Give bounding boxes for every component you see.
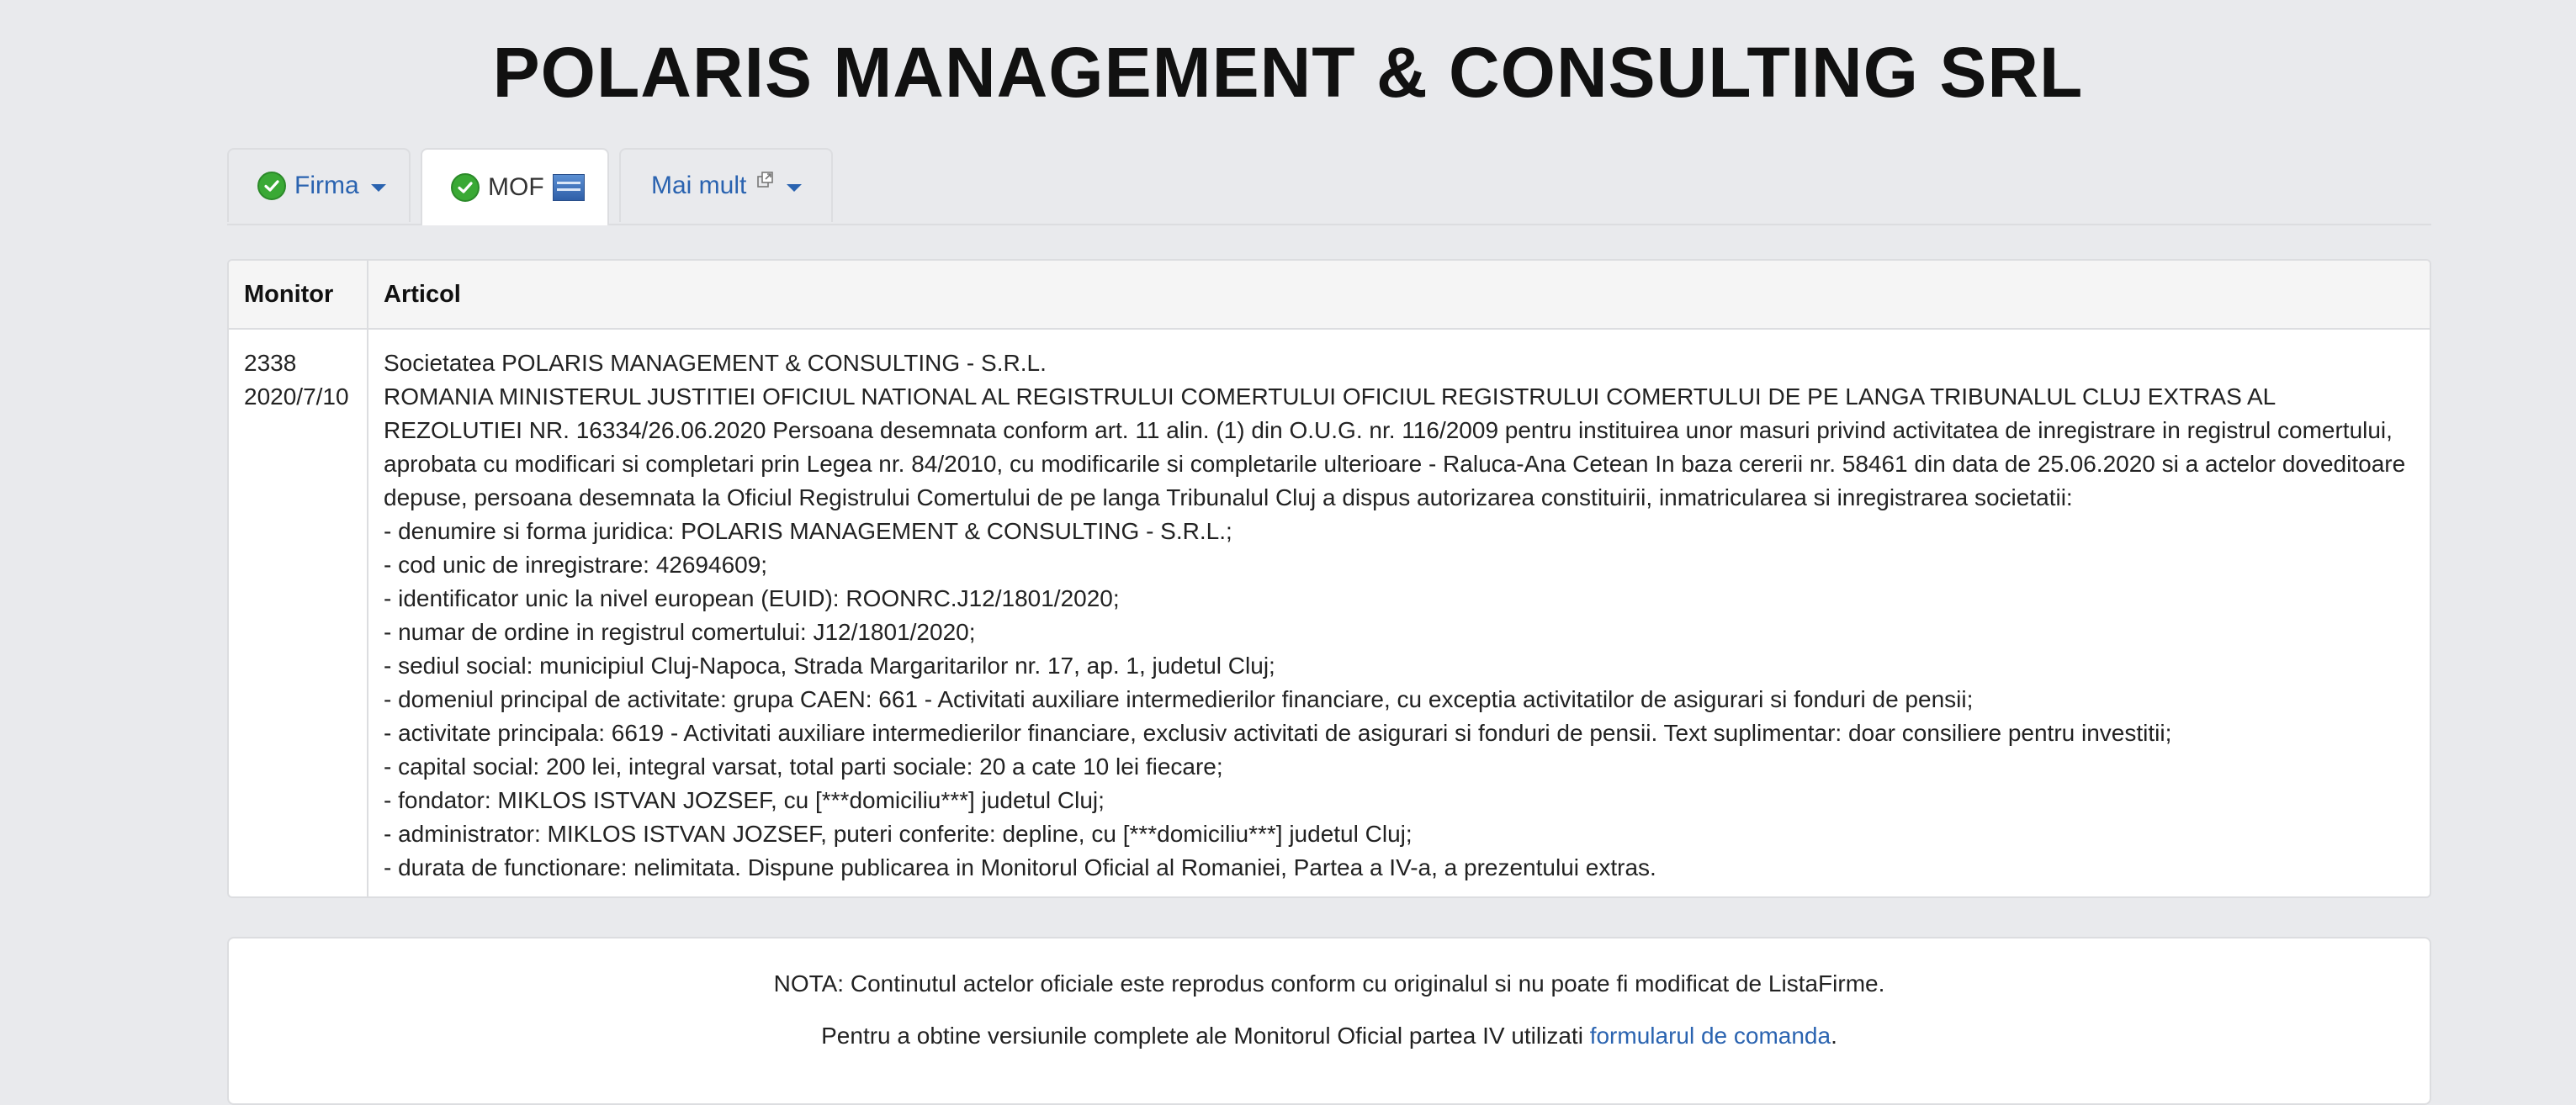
mof-table [227,259,2431,898]
note-order-suffix: . [1831,1023,1837,1049]
column-header-monitor: Monitor [244,281,334,308]
article-line: ROMANIA MINISTERUL JUSTITIEI OFICIUL NATIONAL AL REGISTRULUI COMERTULUI OFICIUL REGISTRULUI COMERTULUI DE PE LANGA TRIBUNALUL CLUJ EXTRAS AL REZOLUTIEI NR. 16334/26.06.2020 Persoana desemnata conform art. 11 alin. (1) din O.U.G. nr. 116/2009 pentru instituirea unor masuri privind activitatea de inregistrare in registrul comertului, aprobata cu modificari si completari prin Legea nr. 84/2010, cu modificarile si completarile ulterioare - Raluca-Ana Cetean In baza cererii nr. 58461 din data de 25.06.2020 si a actelor doveditoare depuse, persoana desemnata la Oficiul Registrului Comertului de pe langa Tribunalul Cluj a dispus autorizarea constituirii, inmatricularea si inregistrarea societatii: [384,383,2406,510]
article-line: - identificator unic la nivel european (EUID): ROONRC.J12/1801/2020; [384,585,1120,611]
monitorul-oficial-logo-icon [553,174,585,201]
note-card [227,937,2431,1105]
monitor-cell [244,346,349,414]
article-line: Societatea POLARIS MANAGEMENT & CONSULTING - S.R.L. [384,350,1047,376]
article-line: - activitate principala: 6619 - Activitati auxiliare intermedierilor financiare, exclusiv activitati de asigurari si fonduri de pensii. Text suplimentar: doar consiliere pentru investitii; [384,720,2172,746]
tab-firma-label: Firma [294,172,359,199]
check-icon [451,173,480,202]
order-form-link[interactable]: formularul de comanda [1589,1023,1831,1049]
note-disclaimer: NOTA: Continutul actelor oficiale este reprodus conform cu originalul si nu poate fi modificat de ListaFirme. [773,970,1885,997]
article-line: - denumire si forma juridica: POLARIS MANAGEMENT & CONSULTING - S.R.L.; [384,518,1232,544]
tab-firma[interactable] [227,148,411,222]
page-title: POLARIS MANAGEMENT & CONSULTING SRL [492,33,2084,112]
tab-mof[interactable] [421,148,609,225]
article-line: - capital social: 200 lei, integral varsat, total parti sociale: 20 a cate 10 lei fiecare; [384,753,1223,780]
article-line: - durata de functionare: nelimitata. Dispune publicarea in Monitorul Oficial al Romaniei, Partea a IV-a, a prezentului extras. [384,854,1656,880]
article-line: - sediul social: municipiul Cluj-Napoca, Strada Margaritarilor nr. 17, ap. 1, judetul Cluj; [384,653,1275,679]
note-order-text: Pentru a obtine versiunile complete ale Monitorul Oficial partea IV utilizati [821,1023,1590,1049]
article-cell [384,346,2411,885]
tab-mai-mult[interactable] [619,148,833,222]
external-link-icon [756,171,775,189]
article-line: - numar de ordine in registrul comertului: J12/1801/2020; [384,619,976,645]
check-icon [257,172,286,200]
table-header [229,261,2430,330]
tab-bar [227,148,2431,225]
chevron-down-icon [787,184,802,192]
tab-mof-label: MOF [488,173,544,201]
monitor-date: 2020/7/10 [244,383,349,410]
article-line: - fondator: MIKLOS ISTVAN JOZSEF, cu [***domiciliu***] judetul Cluj; [384,787,1105,813]
tab-mai-mult-label: Mai mult [651,172,747,199]
article-line: - administrator: MIKLOS ISTVAN JOZSEF, puteri conferite: depline, cu [***domiciliu***] judetul Cluj; [384,821,1413,847]
article-line: - domeniul principal de activitate: grupa CAEN: 661 - Activitati auxiliare intermedierilor financiare, cu exceptia activitatilor de asigurari si fonduri de pensii; [384,686,1974,712]
note-order-info [229,1023,2430,1049]
article-line: - cod unic de inregistrare: 42694609; [384,552,768,578]
column-divider [367,261,368,896]
column-header-articol: Articol [384,281,461,308]
monitor-number: 2338 [244,350,297,376]
chevron-down-icon [371,184,386,192]
